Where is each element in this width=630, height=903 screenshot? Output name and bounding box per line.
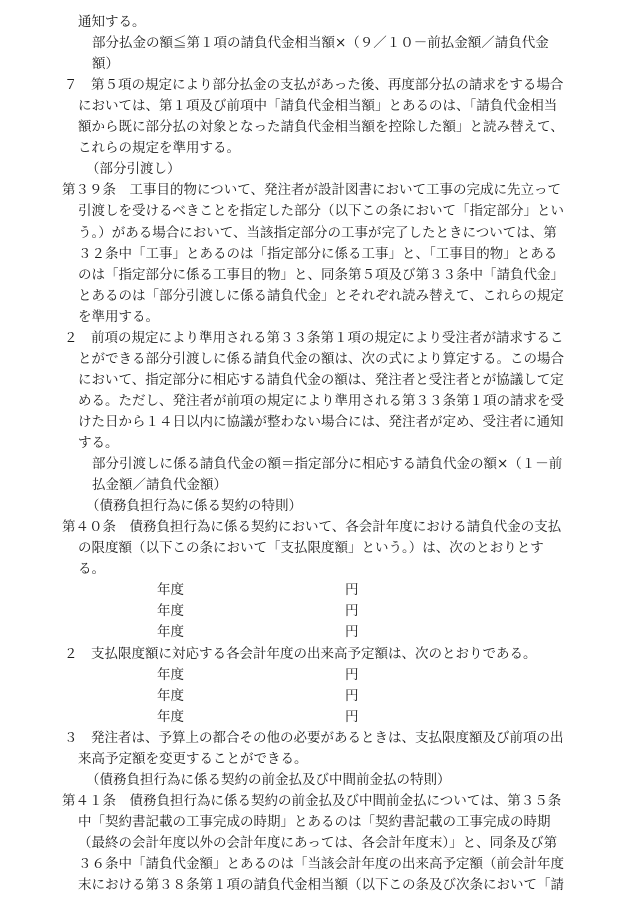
text-line: 通知する。 (78, 14, 146, 30)
text-line: とあるのは「部分引渡しに係る請負代金」とそれぞれ読み替えて、これらの規定 (78, 287, 564, 304)
article-41: 第４１条 債務負担行為に係る契約の前金払及び中間前金払については、第３５条 (62, 792, 562, 809)
section-heading: （債務負担行為に係る契約の特則） (86, 498, 302, 515)
text-line: において、指定部分に相応する請負代金の額は、発注者と受注者とが協議して定 (78, 371, 564, 388)
year-cell: 年度 (157, 582, 184, 599)
year-cell: 年度 (157, 708, 184, 725)
year-cell: 年度 (157, 603, 184, 620)
text-line: 末における第３８条第１項の請負代金相当額（以下この条及び次条において「請 (78, 877, 564, 893)
text-line: する。 (78, 435, 119, 451)
article-39: 第３９条 工事目的物について、発注者が設計図書において工事の完成に先立って (62, 182, 561, 199)
formula-line: 額） (92, 56, 119, 73)
text-line: けた日から１４日以内に協議が整わない場合には、発注者が定め、受注者に通知 (78, 413, 564, 430)
paragraph-7: ７ 第５項の規定により部分払金の支払があった後、再度部分払の請求をする場合 (64, 77, 564, 94)
paragraph-2: ２ 前項の規定により準用される第３３条第１項の規定により受注者が請求するこ (64, 329, 564, 346)
text-line: ３２条中「工事」とあるのは「指定部分に係る工事」と、「工事目的物」とある (78, 245, 558, 262)
text-line: 中「契約書記載の工事完成の時期」とあるのは「契約書記載の工事完成の時期 (78, 813, 551, 830)
text-line: （最終の会計年度以外の会計年度にあっては、各会計年度末）」と、同条及び第 (78, 834, 558, 851)
text-line: のは「指定部分に係る工事目的物」と、同条第５項及び第３３条中「請負代金」 (78, 266, 564, 283)
text-line: 額から既に部分払の対象となった請負代金相当額を控除した額」と読み替えて、 (78, 119, 564, 136)
text-line: を準用する。 (78, 308, 159, 325)
yen-cell: 円 (345, 708, 359, 725)
text-line: める。ただし、発注者が前項の規定により準用される第３３条第１項の請求を受 (78, 392, 564, 409)
year-cell: 年度 (157, 687, 184, 704)
text-line: の限度額（以下この条において「支払限度額」という。）は、次のとおりとす (78, 540, 544, 557)
text-line: とができる部分引渡しに係る請負代金の額は、次の式により算定する。この場合 (78, 350, 564, 367)
year-cell: 年度 (157, 624, 184, 641)
paragraph-3: ３ 発注者は、予算上の都合その他の必要があるときは、支払限度額及び前項の出 (64, 729, 564, 746)
formula-line: 部分引渡しに係る請負代金の額＝指定部分に相応する請負代金の額×（１－前 (92, 456, 563, 472)
text-line: う。）がある場合において、当該指定部分の工事が完了したときについては、第 (78, 224, 557, 241)
year-cell: 年度 (157, 666, 184, 683)
yen-cell: 円 (345, 624, 359, 641)
text-line: においては、第１項及び前項中「請負代金相当額」とあるのは、「請負代金相当 (78, 98, 558, 115)
article-40: 第４０条 債務負担行為に係る契約において、各会計年度における請負代金の支払 (62, 519, 562, 536)
section-heading: （債務負担行為に係る契約の前金払及び中間前金払の特則） (86, 771, 451, 788)
yen-cell: 円 (345, 603, 359, 620)
text-line: ３６条中「請負代金額」とあるのは「当該会計年度の出来高予定額（前会計年度 (78, 856, 564, 872)
yen-cell: 円 (345, 582, 359, 599)
yen-cell: 円 (345, 666, 359, 683)
text-line: これらの規定を準用する。 (78, 140, 240, 157)
yen-cell: 円 (345, 687, 359, 704)
text-line: 引渡しを受けるべきことを指定した部分（以下この条において「指定部分」とい (78, 203, 564, 220)
formula-line: 部分払金の額≦第１項の請負代金相当額×（９／１０－前払金額／請負代金 (92, 35, 549, 51)
section-heading: （部分引渡し） (86, 161, 181, 178)
formula-line: 払金額／請負代金額） (92, 477, 227, 494)
paragraph-2: ２ 支払限度額に対応する各会計年度の出来高予定額は、次のとおりである。 (64, 645, 537, 662)
text-line: 来高予定額を変更することができる。 (78, 750, 308, 767)
text-line: る。 (78, 561, 105, 578)
